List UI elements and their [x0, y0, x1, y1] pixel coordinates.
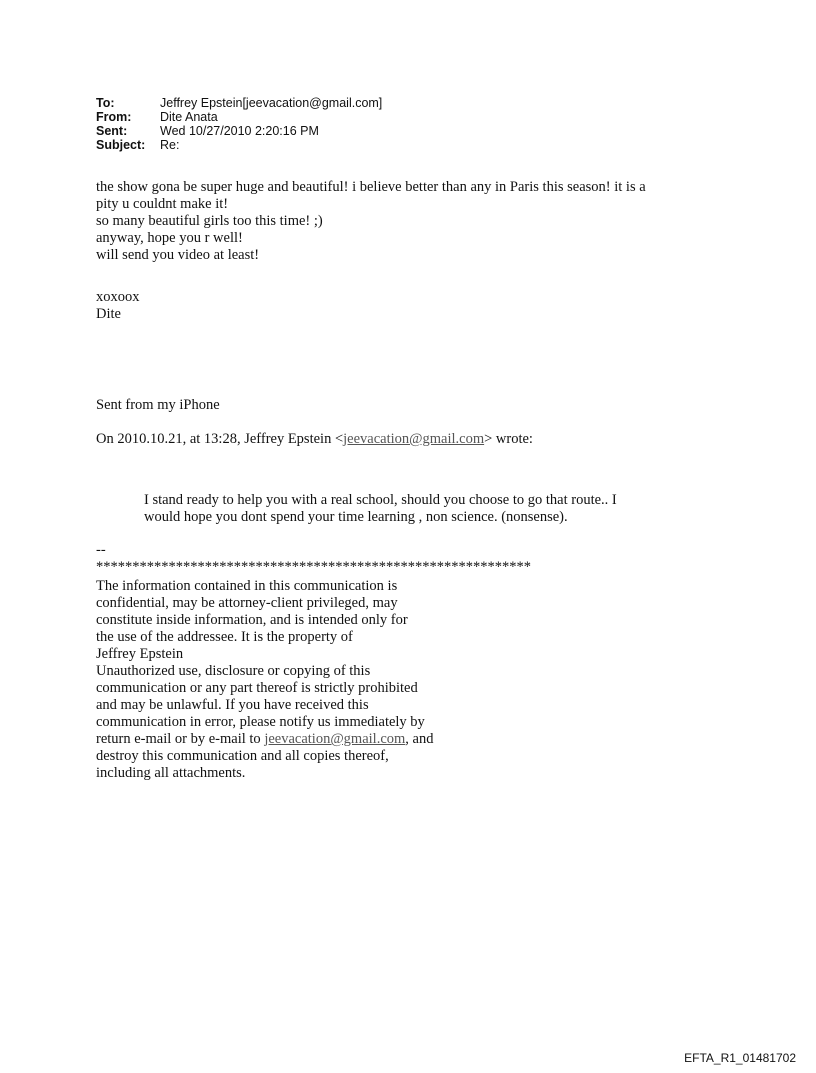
disclaimer-line: The information contained in this communication is	[96, 578, 398, 594]
body-line: pity u couldnt make it!	[96, 196, 229, 212]
signature-dash: --	[96, 542, 106, 558]
message-body	[96, 179, 646, 264]
email-header	[96, 96, 382, 152]
signature-stars: ************************************************************	[96, 559, 531, 575]
return-prefix: return e-mail or by e-mail to	[96, 731, 265, 747]
disclaimer-line: the use of the addressee. It is the property of	[96, 629, 353, 645]
from-value: Dite Anata	[160, 110, 218, 124]
disclaimer-line: Jeffrey Epstein	[96, 646, 184, 662]
from-label: From:	[96, 110, 132, 124]
quote-intro-suffix: > wrote:	[484, 431, 533, 447]
sent-value: Wed 10/27/2010 2:20:16 PM	[160, 124, 319, 138]
signoff-xo: xoxoox	[96, 289, 140, 305]
disclaimer-line: Unauthorized use, disclosure or copying of this	[96, 663, 371, 679]
disclaimer-line: destroy this communication and all copies thereof,	[96, 748, 389, 764]
quote-intro-prefix: On 2010.10.21, at 13:28, Jeffrey Epstein <	[96, 431, 344, 447]
body-line: anyway, hope you r well!	[96, 230, 243, 246]
disclaimer	[96, 578, 433, 782]
header-sent-row	[96, 124, 382, 138]
to-value: Jeffrey Epstein[jeevacation@gmail.com]	[160, 96, 383, 110]
subject-label: Subject:	[96, 138, 146, 152]
body-line: will send you video at least!	[96, 247, 260, 263]
signoff-name: Dite	[96, 306, 121, 322]
disclaimer-line: constitute inside information, and is intended only for	[96, 612, 408, 628]
return-suffix: , and	[405, 731, 434, 747]
quote-intro-email-link[interactable]: jeevacation@gmail.com	[343, 431, 485, 447]
quoted-message	[144, 492, 617, 526]
disclaimer-line	[96, 731, 433, 748]
document-id: EFTA_R1_01481702	[684, 1051, 796, 1065]
disclaimer-line: including all attachments.	[96, 765, 246, 781]
disclaimer-line: and may be unlawful. If you have received this	[96, 697, 369, 713]
body-line: so many beautiful girls too this time! ;)	[96, 213, 323, 229]
quote-intro	[96, 431, 533, 448]
to-label: To:	[96, 96, 115, 110]
signoff	[96, 289, 140, 323]
body-line: the show gona be super huge and beautiful! i believe better than any in Paris this season! it is a	[96, 179, 646, 195]
quoted-line: would hope you dont spend your time learning , non science. (nonsense).	[144, 509, 568, 525]
quoted-line: I stand ready to help you with a real school, should you choose to go that route.. I	[144, 492, 617, 508]
disclaimer-line: communication in error, please notify us immediately by	[96, 714, 425, 730]
disclaimer-line: confidential, may be attorney-client privileged, may	[96, 595, 398, 611]
header-to-row	[96, 96, 382, 110]
subject-value: Re:	[160, 138, 180, 152]
disclaimer-email-link[interactable]: jeevacation@gmail.com	[264, 731, 406, 747]
sent-label: Sent:	[96, 124, 128, 138]
header-from-row	[96, 110, 382, 124]
sent-from-line: Sent from my iPhone	[96, 397, 220, 413]
disclaimer-line: communication or any part thereof is strictly prohibited	[96, 680, 418, 696]
header-subject-row	[96, 138, 382, 152]
